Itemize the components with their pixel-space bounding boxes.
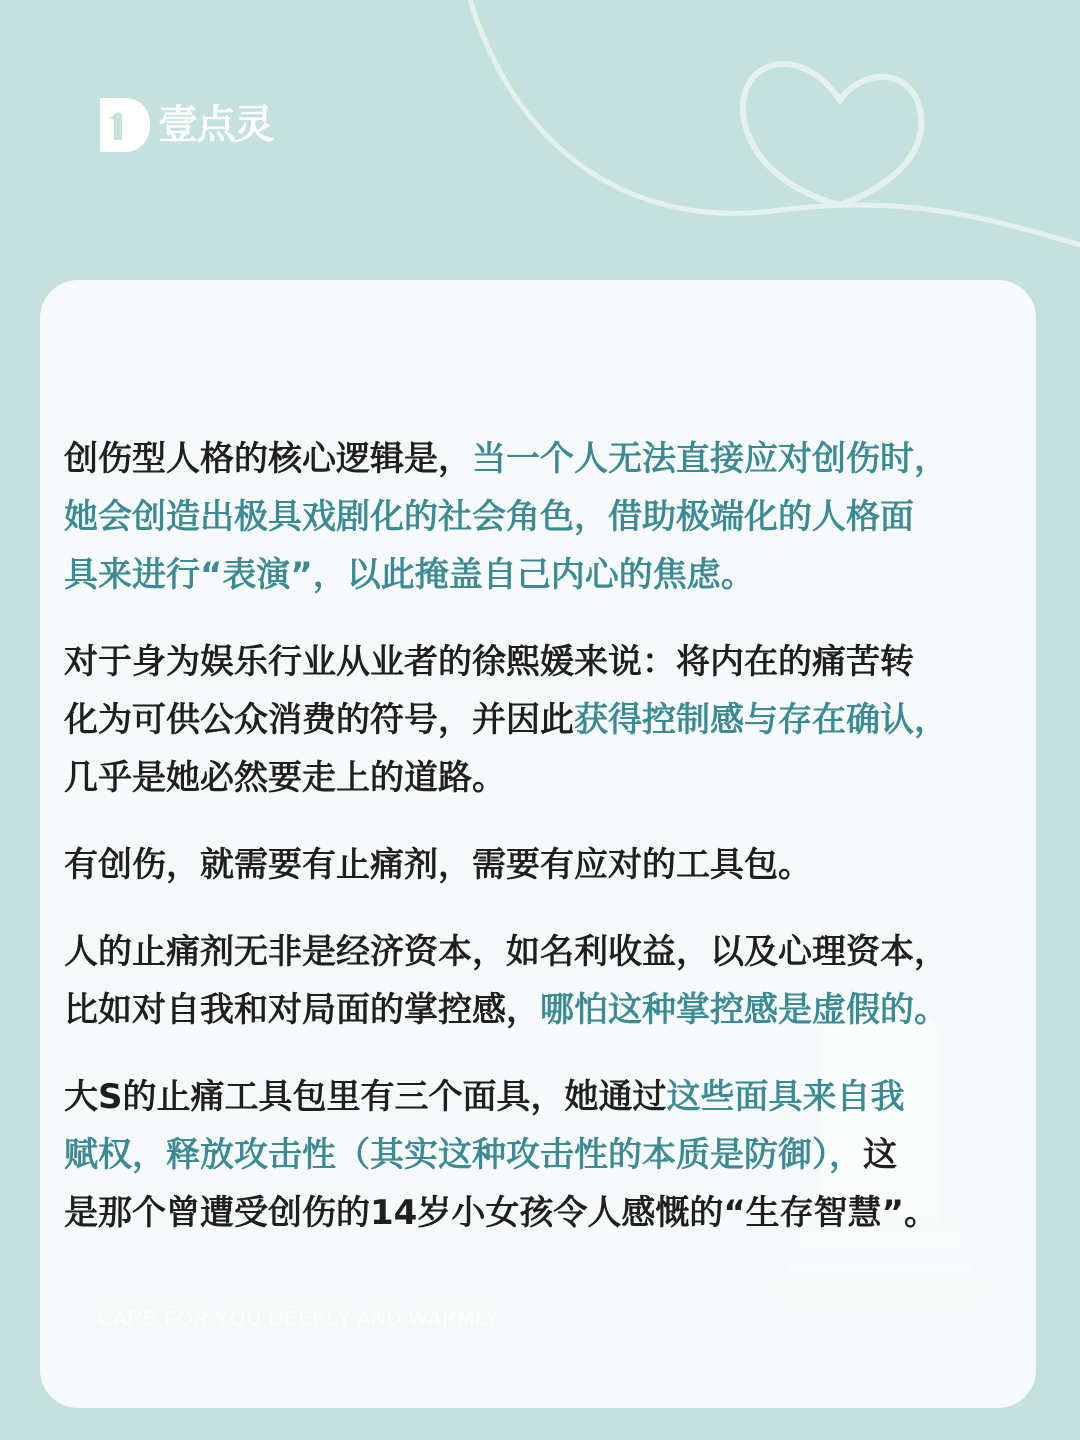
body-text: 创伤型人格的核心逻辑是，: [64, 439, 472, 479]
text-line: [64, 981, 1036, 1039]
text-line: [64, 923, 1036, 981]
body-text: 是那个曾遭受创伤的14岁小女孩令人感慨的“生存智慧”。: [64, 1193, 939, 1233]
body-text: 比如对自我和对局面的掌控感，: [64, 990, 540, 1030]
text-line: [64, 488, 1036, 546]
brand-logo: [98, 96, 272, 154]
text-line: [64, 1068, 1036, 1126]
paragraph: [64, 633, 1036, 807]
text-line: [64, 836, 1036, 894]
highlighted-text: 当一个人无法直接应对创伤时，: [472, 439, 948, 479]
body-text: 这: [863, 1135, 897, 1175]
body-text: 几乎是她必然要走上的道路。: [64, 758, 506, 798]
body-text: 对于身为娱乐行业从业者的徐熙媛来说：将内在的痛苦转: [64, 642, 914, 682]
highlighted-text: 具来进行“表演”，以此掩盖自己内心的焦虑。: [64, 555, 755, 595]
brand-name: 壹点灵: [158, 102, 272, 148]
text-line: [64, 1126, 1036, 1184]
text-line: [64, 430, 1036, 488]
highlighted-text: 获得控制感与存在确认，: [574, 700, 948, 740]
body-text: 人的止痛剂无非是经济资本，如名利收益，以及心理资本，: [64, 932, 948, 972]
article-card: [40, 280, 1036, 1408]
highlighted-text: 她会创造出极具戏剧化的社会角色，借助极端化的人格面: [64, 497, 914, 537]
paragraph: [64, 836, 1036, 894]
text-line: [64, 749, 1036, 807]
yidianling-logo-icon: [98, 96, 152, 154]
highlighted-text: 赋权，释放攻击性（其实这种攻击性的本质是防御），: [64, 1135, 863, 1175]
body-text: 大S的止痛工具包里有三个面具，她通过: [64, 1077, 667, 1117]
text-line: [64, 1184, 1036, 1242]
body-text: 化为可供公众消费的符号，并因此: [64, 700, 574, 740]
body-text: 有创伤，就需要有止痛剂，需要有应对的工具包。: [64, 845, 812, 885]
text-line: [64, 546, 1036, 604]
highlighted-text: 这些面具来自我: [666, 1077, 905, 1117]
highlighted-text: 哪怕这种掌控感是虚假的。: [540, 990, 948, 1030]
paragraph: [64, 430, 1036, 604]
paragraph: [64, 1068, 1036, 1242]
paragraph: [64, 923, 1036, 1039]
footer-tagline: CARE FOR YOU DEEPLY AND WARMLY: [98, 1308, 501, 1330]
text-line: [64, 691, 1036, 749]
article-body: [64, 430, 1036, 1271]
text-line: [64, 633, 1036, 691]
